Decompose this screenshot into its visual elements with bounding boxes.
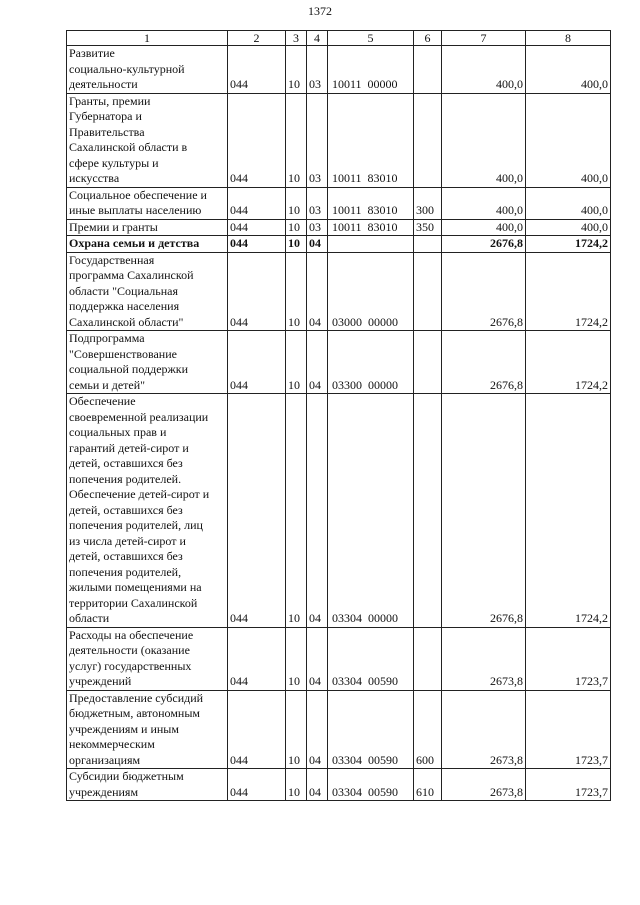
amount-col8-cell: 400,0 [526,46,611,94]
target-code-cell: 03304 00590 [328,627,414,690]
expense-type-cell [414,236,442,253]
gr-code-cell: 044 [228,769,286,801]
row-name-line: Сахалинской области" [69,314,184,329]
row-name-line: Правительства [69,124,145,139]
table-row [67,93,611,187]
section-code-cell: 10 [286,331,307,394]
expense-type-cell [414,627,442,690]
amount-col7-cell: 2676,8 [442,394,526,628]
expense-type-cell: 350 [414,219,442,236]
expense-type-cell [414,46,442,94]
expense-type-cell: 610 [414,769,442,801]
row-name-line: Охрана семьи и детства [69,236,200,250]
row-name-line: детей, оставшихся без [69,549,183,563]
amount-col7-cell: 400,0 [442,187,526,219]
row-name-cell [67,394,228,628]
row-name-cell [67,46,228,94]
row-name-cell [67,627,228,690]
subsection-code-cell: 04 [307,690,328,769]
row-name-line: социально-культурной [69,61,185,76]
target-code-cell [328,236,414,253]
row-name-cell [67,187,228,219]
gr-code-cell: 044 [228,46,286,94]
target-code-cell: 03300 00000 [328,331,414,394]
gr-code-cell: 044 [228,331,286,394]
row-name-line: территории Сахалинской [69,595,198,610]
gr-code-cell: 044 [228,252,286,331]
row-name-line: из числа детей-сирот и [69,533,186,548]
subsection-code-cell: 04 [307,252,328,331]
gr-code-cell: 044 [228,627,286,690]
amount-col7-cell: 2676,8 [442,236,526,253]
header-row [67,31,611,46]
amount-col7-cell: 2673,8 [442,627,526,690]
table-body [67,31,611,801]
row-name-line: иные выплаты населению [69,203,202,217]
row-name-line: услуг) государственных [69,658,192,673]
row-name-line: Государственная [69,252,155,267]
expense-type-cell [414,93,442,187]
gr-code-cell: 044 [228,219,286,236]
row-name-line: социальной поддержки [69,362,189,376]
row-name-cell [67,219,228,236]
row-name-line: жилыми помещениями на [69,580,202,594]
amount-col8-cell: 1723,7 [526,769,611,801]
subsection-code-cell: 03 [307,187,328,219]
expense-type-cell: 600 [414,690,442,769]
row-name-line: некоммерческим [69,737,155,751]
amount-col7-cell: 2676,8 [442,252,526,331]
header-cell-2: 2 [228,31,286,46]
header-cell-3: 3 [286,31,307,46]
row-name-cell [67,252,228,331]
section-code-cell: 10 [286,627,307,690]
row-name-line: бюджетным, автономным [69,706,200,720]
expense-type-cell: 300 [414,187,442,219]
table-row [67,331,611,394]
gr-code-cell: 044 [228,93,286,187]
row-name-line: организациям [69,752,141,767]
expense-type-cell [414,394,442,628]
target-code-cell: 10011 83010 [328,187,414,219]
amount-col8-cell: 400,0 [526,219,611,236]
amount-col7-cell: 400,0 [442,219,526,236]
section-code-cell: 10 [286,252,307,331]
target-code-cell: 03304 00000 [328,394,414,628]
row-name-line: области "Социальная [69,283,179,298]
amount-col7-cell: 400,0 [442,93,526,187]
row-name-cell [67,769,228,801]
row-name-line: учреждениям [69,784,139,799]
header-cell-8: 8 [526,31,611,46]
row-name-line: области [69,611,110,625]
row-name-line: попечения родителей, [69,564,182,579]
row-name-cell [67,331,228,394]
table-row [67,769,611,801]
subsection-code-cell: 04 [307,331,328,394]
subsection-code-cell: 03 [307,46,328,94]
amount-col7-cell: 2676,8 [442,331,526,394]
row-name-line: семьи и детей" [69,377,146,392]
target-code-cell: 10011 83010 [328,93,414,187]
row-name-cell [67,690,228,769]
row-name-line: сфере культуры и [69,155,159,170]
gr-code-cell: 044 [228,394,286,628]
row-name-line: Обеспечение детей-сирот и [69,487,210,501]
row-name-line: учреждений [69,674,132,688]
section-code-cell: 10 [286,219,307,236]
amount-col8-cell: 400,0 [526,187,611,219]
amount-col8-cell: 1724,2 [526,252,611,331]
section-code-cell: 10 [286,93,307,187]
amount-col8-cell: 1723,7 [526,627,611,690]
expense-type-cell [414,331,442,394]
row-name-line: Обеспечение [69,394,136,408]
amount-col8-cell: 1724,2 [526,394,611,628]
row-name-line: учреждениям и иным [69,721,179,736]
amount-col7-cell: 2673,8 [442,690,526,769]
subsection-code-cell: 04 [307,769,328,801]
row-name-line: Расходы на обеспечение [69,627,194,642]
header-cell-1: 1 [67,31,228,46]
table-row [67,187,611,219]
table-row [67,219,611,236]
row-name-line: программа Сахалинской [69,268,194,282]
row-name-line: Сахалинской области в [69,140,188,154]
row-name-line: Гранты, премии [69,93,151,108]
header-cell-4: 4 [307,31,328,46]
row-name-line: искусства [69,171,120,185]
target-code-cell: 03304 00590 [328,690,414,769]
row-name-line: Социальное обеспечение и [69,187,207,202]
row-name-line: "Совершенствование [69,346,177,361]
row-name-line: деятельности [69,77,138,91]
row-name-line: детей, оставшихся без [69,456,183,470]
table-row [67,236,611,253]
row-name-line: Развитие [69,46,115,60]
amount-col7-cell: 2673,8 [442,769,526,801]
row-name-line: гарантий детей-сирот и [69,440,189,455]
header-cell-5: 5 [328,31,414,46]
subsection-code-cell: 04 [307,236,328,253]
row-name-line: Премии и гранты [69,219,158,234]
row-name-line: социальных прав и [69,425,167,439]
row-name-line: Субсидии бюджетным [69,769,184,783]
row-name-cell [67,93,228,187]
target-code-cell: 10011 00000 [328,46,414,94]
target-code-cell: 03000 00000 [328,252,414,331]
target-code-cell: 03304 00590 [328,769,414,801]
amount-col8-cell: 400,0 [526,93,611,187]
row-name-line: поддержка населения [69,299,180,313]
section-code-cell: 10 [286,769,307,801]
row-name-line: Предоставление субсидий [69,690,204,705]
row-name-line: своевременной реализации [69,409,209,424]
row-name-line: деятельности (оказание [69,643,190,657]
table-row [67,627,611,690]
amount-col8-cell: 1724,2 [526,236,611,253]
section-code-cell: 10 [286,46,307,94]
gr-code-cell: 044 [228,236,286,253]
row-name-line: попечения родителей, лиц [69,518,203,532]
header-cell-6: 6 [414,31,442,46]
row-name-line: Подпрограмма [69,331,145,345]
row-name-line: Губернатора и [69,109,142,123]
subsection-code-cell: 03 [307,219,328,236]
budget-table [66,30,611,801]
section-code-cell: 10 [286,394,307,628]
subsection-code-cell: 03 [307,93,328,187]
row-name-line: детей, оставшихся без [69,502,183,517]
target-code-cell: 10011 83010 [328,219,414,236]
section-code-cell: 10 [286,187,307,219]
gr-code-cell: 044 [228,690,286,769]
section-code-cell: 10 [286,236,307,253]
table-row [67,690,611,769]
subsection-code-cell: 04 [307,627,328,690]
amount-col8-cell: 1723,7 [526,690,611,769]
amount-col7-cell: 400,0 [442,46,526,94]
table-row [67,394,611,628]
page-number: 1372 [308,4,332,18]
amount-col8-cell: 1724,2 [526,331,611,394]
header-cell-7: 7 [442,31,526,46]
row-name-cell [67,236,228,253]
row-name-line: попечения родителей. [69,471,182,486]
gr-code-cell: 044 [228,187,286,219]
expense-type-cell [414,252,442,331]
section-code-cell: 10 [286,690,307,769]
table-row [67,252,611,331]
subsection-code-cell: 04 [307,394,328,628]
table-row [67,46,611,94]
